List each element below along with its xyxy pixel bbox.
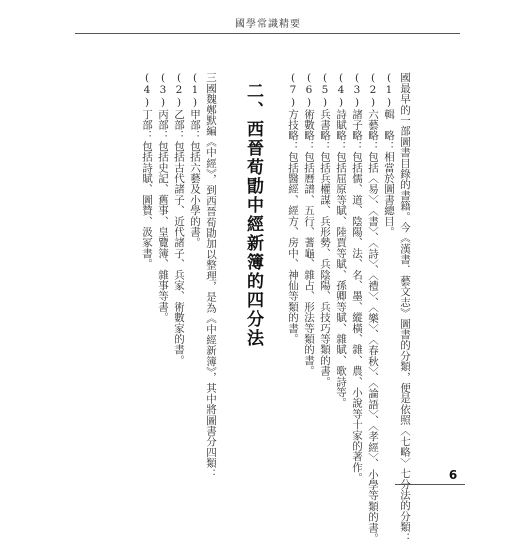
body-line-1: (1)輯 略：相當於圖書總目。: [383, 72, 395, 237]
body-line-intro: 國最早的一部圖書目錄的書籍。今《漢書．藝文志》圖書的分類，便是依照〈七略〉七分法的分類：: [399, 72, 411, 543]
body-line-7: (7)方技略：包括醫經、經方、房中、神仙等類的書。: [287, 72, 299, 344]
page-number: 6: [448, 468, 458, 482]
section-line-3: (3)丙部：包括史記、舊事、皇覽簿、雜事等書。: [157, 72, 169, 323]
section-line-2: (2)乙部：包括古代諸子、近代諸子、兵家、術數家的書。: [173, 72, 185, 366]
body-line-3: (3)諸子略：包括儒、道、陰陽、法、名、墨、縱橫、雜、農、小說等十家的著作。: [351, 72, 363, 484]
body-line-6: (6)術數略：包括曆譜、五行、蓍龜、雜占、形法等類的書。: [303, 72, 315, 377]
body-line-2: (2)六藝略：包括〈易〉、〈書〉、〈詩〉、〈禮〉、〈樂〉、〈春秋〉、〈論語〉、〈孝經〉、小學等類的書。: [367, 72, 379, 543]
header-rule: [75, 33, 460, 34]
section-heading: 二、西晉荀勖中經新簿的四分法: [243, 82, 263, 348]
running-title: 國學常識精要: [235, 19, 301, 30]
section-line-1: (1)甲部：包括六藝及小學的書。: [189, 72, 201, 248]
footer-rule: [395, 484, 465, 485]
body-line-4: (4)詩賦略：包括屈原等賦、陸賈等賦、孫卿等賦、雜賦、歌詩等。: [335, 72, 347, 409]
body-line-5: (5)兵書略：包括兵權謀、兵形勢、兵陰陽、兵技巧等類的書。: [319, 72, 331, 387]
section-line-4: (4)丁部：包括詩賦、圖贊、汲冢書。: [141, 72, 153, 270]
section-line-intro: 三國魏鄭默編《中經》，到西晉荀勖加以整理，是為《中經新簿》，其中將圖書分四類：: [205, 72, 217, 479]
